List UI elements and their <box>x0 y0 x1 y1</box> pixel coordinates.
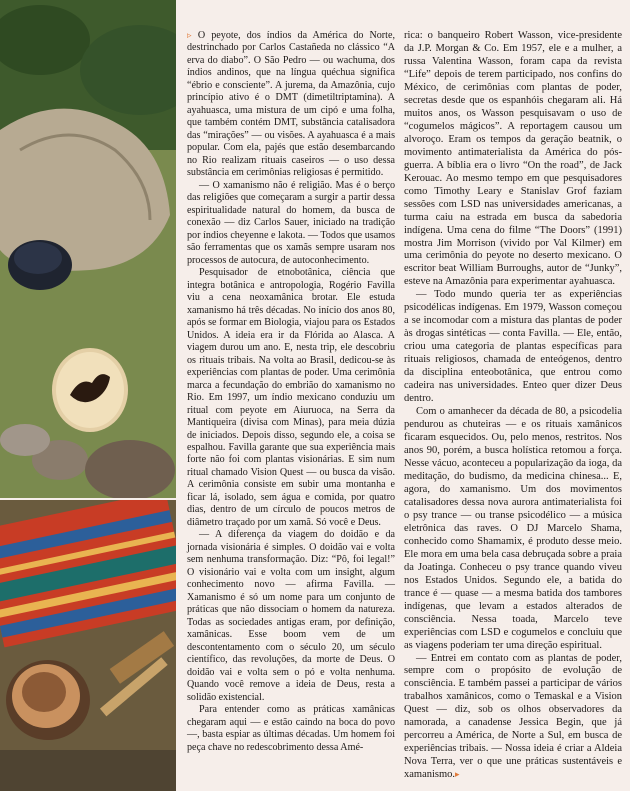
triangle-bullet-icon: ▹ <box>187 31 198 41</box>
article-column-right <box>404 30 622 782</box>
paragraph-doidao: — A diferença da viagem do doidão e da jornada visionária é simples. O doidão vai e volta sem nenhuma transformação. Diz: “Pô, foi legal!” O visionário vai e volta com um insight, algum conhecimento novo — afirma Favilla. — Xamanismo é só um nome para um conjunto de práticas que não dissociam o homem da natureza. Todas as sociedades antigas eram, por definição, xamânicas. Esse boom vem de um descontentamento com o século 20, um século científico, das revoluções, da morte de Deus. O doidão vai e volta sem o pó e volta nenhuma. Quando você remove a ideia de Deus, resta a solidão existencial. <box>187 529 395 703</box>
drum-rock-illustration <box>0 0 176 498</box>
ritual-photo-blanket-bowl <box>0 500 176 791</box>
paragraph-plants-of-power: — Entrei em contato com as plantas de poder, sempre com o propósito de evolução de consciência. E também passei a participar de vários trabalhos xamânicos, como o Temaskal e a Vision Quest — diz, sob os olhos observadores da namorada, a canadense Jessica Begin, que já percorreu a América, de Norte a Sul, em busca de experiências tribais. — Nossa ideia é criar a Aldeia Nova Terra, ver o que une práticas sustentáveis e xamanismo.▸ <box>404 652 622 781</box>
article-column-left <box>187 30 395 754</box>
end-mark-icon: ▸ <box>455 770 460 781</box>
blanket-bowl-illustration <box>0 500 176 791</box>
paragraph-wasson: rica: o banqueiro Robert Wasson, vice-presidente da J.P. Morgan & Co. Em 1957, ele e a mulher, a russa Valentina Wasson, foram capa da revista “Life” depois de terem participado, nos confins do México, de cerimônias com plantas de poder, secretas desde que os espanhóis chegaram ali. Há muitos anos, os Wasson pesquisavam o uso de “cogumelos mágicos”. A reportagem causou um alvoroço. Eram os tempos da geração beatnik, o movimento antimaterialista da América do pós-guerra. A bíblia era o livro “On the road”, de Jack Kerouac. Ao mesmo tempo em que pesquisadores como Timothy Leary e Stanislav Grof faziam sessões com LSD nas universidades americanas, a turma caiu na estrada em busca da sabedoria indígena. Uma cena do filme “The Doors” (1991) mostra Jim Morrison (vivido por Val Kilmer) em uma cerimônia do peyote no deserto mexicano. O escritor beat William Burroughs, autor de “Junky”, esteve na Amazônia para experimentar ayahuasca. <box>404 30 622 288</box>
paragraph-sauer-quote: — O xamanismo não é religião. Mas é o berço das religiões que começaram a surgir a partir dessa espiritualidade natural do homem, da busca de conexão — diz Carlos Sauer, iniciado na tradição por índios cheyenne e lakota. — Todos que usamos são ferramentas que os xamãs sempre usaram nos processos de autocura, de autoconhecimento. <box>187 179 395 266</box>
paragraph-decades: Para entender como as práticas xamânicas chegaram aqui — e estão caindo na boca do povo —, basta espiar as últimas décadas. Um homem foi peça chave no redescobrimento dessa Amé- <box>187 704 395 753</box>
ritual-photo-drum-rock <box>0 0 176 498</box>
paragraph-peyote: ▹ O peyote, dos índios da América do Norte, destrinchado por Carlos Castañeda no clássico “A erva do diabo”. O São Pedro — ou wachuma, dos índios andinos, que na língua quéchua significa “ébrio e consciente”. A jurema, da Amazônia, cujo princípio ativo é o DMT (dimetiltriptamina). A ayahuasca, uma mistura de um cipó e uma folha, que também contém DMT, substância catalisadora das “mirações” — ou visões. A ayahuasca é a mais popular. Com ela, pajés que estão desembarcando no Rio realizam rituais caseiros — o uso dessa substância em cerimônias religiosas é permitido. <box>187 30 395 179</box>
paragraph-psychedelic: — Todo mundo queria ter as experiências psicodélicas indígenas. Em 1979, Wasson começou a se incomodar com a mistura das plantas de poder às drogas sintéticas — conta Favilla. — Ele, então, criou uma categoria de plantas específicas para rituais religiosos, chamada de enteógenos, dentro da disciplina enteobotânica, que entrou como cadeira nas universidades. Enteo quer dizer Deus dentro. <box>404 289 622 405</box>
paragraph-eighties: Com o amanhecer da década de 80, a psicodelia pendurou as chuteiras — e os rituais xamânicos ficaram esquecidos. Ou, pelo menos, restritos. Nos anos 90, porém, a busca holística retomou a força. Nesse vácuo, aconteceu a popularização da ioga, da meditação, do budismo, da medicina chinesa... E, agora, do xamanismo. Um dos movimentos catalisadores dessa nova aurora antimaterialista foi o psy trance — ou transe psicodélico — a música eletrônica das raves. O DJ Marcelo Shama, conhecido como Shamamix, é produto desse meio. Ele mora em uma bela casa debruçada sobre a praia da Joatinga. Conheceu o psy trance quando viveu nos Estados Unidos. Segundo ele, a batida do trance é — quase — a mesma batida dos tambores indígenas, que levam a estados alterados de consciência. Nessa toada, Marcelo teve experiências com LSD e cogumelos e concluiu que as viagens poderiam ter uma direção espiritual. <box>404 406 622 651</box>
paragraph-favilla: Pesquisador de etnobotânica, ciência que integra botânica e antropologia, Rogério Favilla viu a cena neoxamânica brotar. Ele estuda xamanismo há três décadas. No início dos anos 80, após se formar em Biologia, viajou para os Estados Unidos. A ideia era ir da Flórida ao Alasca. A viagem durou um ano. E, nesta trip, ele descobriu os rituais tribais. Na volta ao Brasil, dedicou-se às experiências com plantas de poder. Uma cerimônia marca a fecundação do embrião do xamanismo no Rio. Em 1997, um índio mexicano conduziu um ritual com peyote em Aiuruoca, na Serra da Mantiqueira (divisa com Minas), para meia dúzia de iniciados. Depois disso, segundo ele, a coisa se espalhou. Favilla garante que sua experiência mais forte não foi com plantas visionárias. E sim num ritual chamado Vision Quest — ou busca da visão. A cerimônia consiste em subir uma montanha e ficar lá, isolado, sem água e comida, por quatro dias, dentro de um círculo de poucos metros de diâmetro traçado por um xamã. Só você e Deus. <box>187 267 395 528</box>
